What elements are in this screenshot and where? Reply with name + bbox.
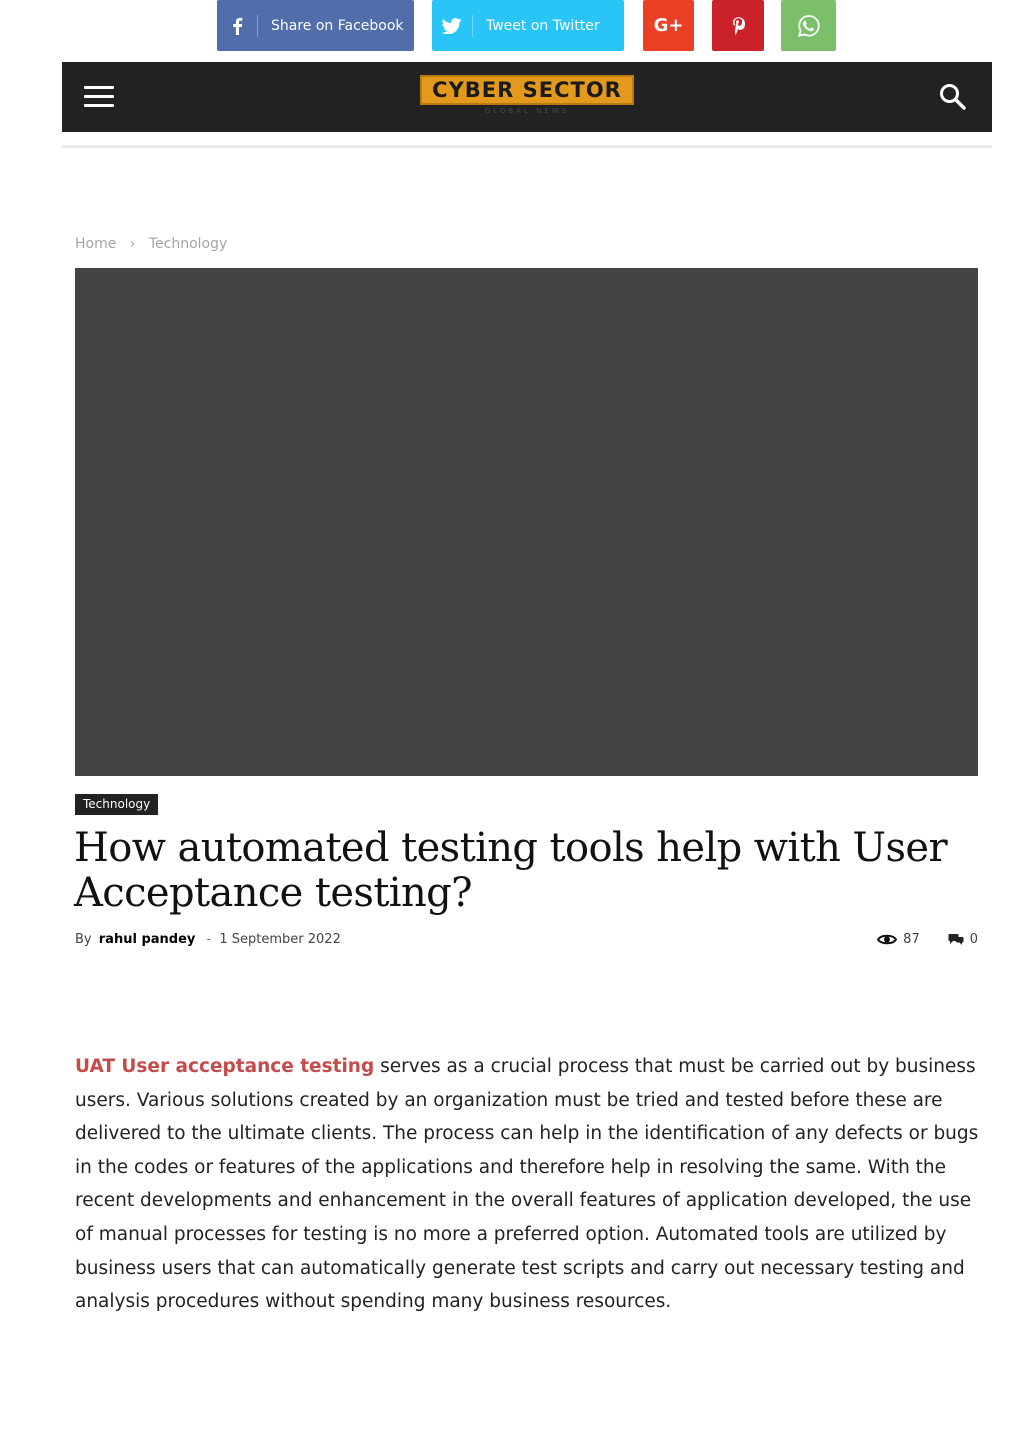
whatsapp-icon (797, 14, 821, 38)
site-logo[interactable] (420, 75, 634, 115)
article-body (75, 1050, 980, 1319)
share-facebook-label: Share on Facebook (271, 17, 404, 34)
breadcrumb-category[interactable]: Technology (148, 236, 228, 252)
pinterest-icon (732, 17, 745, 35)
header-divider (62, 145, 992, 148)
facebook-icon (217, 0, 257, 51)
share-pinterest-button[interactable] (712, 0, 764, 51)
article-meta (75, 932, 341, 947)
logo-text: CYBER SECTOR (420, 75, 634, 105)
twitter-icon (432, 0, 472, 51)
share-googleplus-button[interactable] (643, 0, 694, 51)
share-twitter-button[interactable] (432, 0, 624, 51)
comments-count[interactable] (948, 932, 978, 947)
author-link[interactable]: rahul pandey (98, 932, 196, 947)
views-count (877, 932, 920, 947)
logo-tagline: GLOBAL NEWS (484, 107, 570, 115)
article-title: How automated testing tools help with User Acceptance testing? (74, 825, 947, 916)
menu-button[interactable] (84, 84, 116, 110)
eye-icon (877, 933, 897, 946)
share-twitter-label: Tweet on Twitter (486, 17, 600, 34)
googleplus-icon: G+ (653, 15, 684, 36)
by-label: By (75, 932, 92, 947)
share-facebook-button[interactable] (217, 0, 414, 51)
hamburger-menu-icon (84, 86, 114, 89)
share-whatsapp-button[interactable] (781, 0, 836, 51)
comments-value: 0 (969, 932, 978, 947)
article-body-text: serves as a crucial process that must be carried out by business users. Various solutions created by an organization must be tried and tested before these are delivered to the ultimate clients. The process can help in the identification of any defects or bugs in the codes or features of the applications and therefore help in resolving the same. With the recent developments and enhancement in the overall features of application developed, the use of manual processes for testing is no more a preferred option. Automated tools are utilized by business users that can automatically generate test scripts and carry out necessary testing and analysis procedures without spending many business resources. (75, 1056, 979, 1313)
breadcrumb (75, 236, 227, 252)
breadcrumb-home[interactable]: Home (75, 236, 117, 252)
meta-separator: - (206, 932, 212, 947)
search-icon (938, 82, 968, 112)
uat-link[interactable]: UAT User acceptance testing (75, 1056, 375, 1077)
search-button[interactable] (938, 82, 968, 112)
publish-date: 1 September 2022 (219, 932, 341, 947)
article-stats (877, 932, 978, 947)
breadcrumb-separator: › (129, 236, 136, 252)
site-header (62, 62, 992, 132)
featured-image (75, 268, 978, 776)
comment-icon (948, 933, 964, 946)
category-tag[interactable]: Technology (75, 794, 158, 815)
views-value: 87 (903, 932, 920, 947)
